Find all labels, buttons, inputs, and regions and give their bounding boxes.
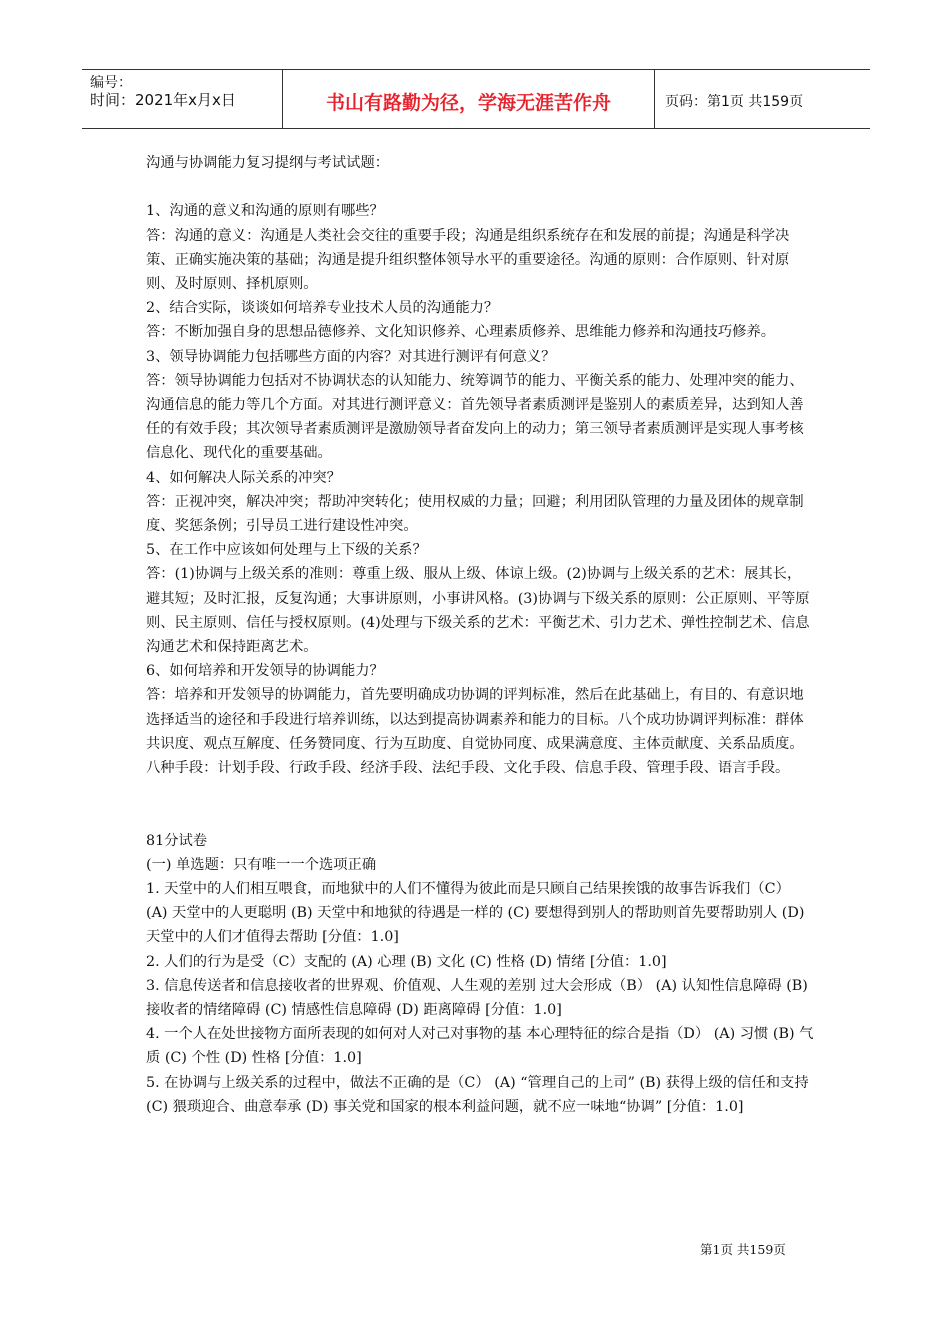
paragraph: 1、沟通的意义和沟通的原则有哪些？: [146, 203, 384, 220]
paragraph: 答：沟通的意义：沟通是人类社会交往的重要手段；沟通是组织系统存在和发展的前提；沟通是科学决策、正确实施决策的基础；沟通是提升组织整体领导水平的重要途径。沟通的原则：合作原则、针对原则、及时原则、择机原则。: [146, 227, 790, 292]
question-item: 2. 人们的行为是受（C）支配的 (A) 心理 (B) 文化 (C) 性格 (D) 情绪 [分值：1.0]: [146, 953, 667, 970]
header-motto: 书山有路勤为径，学海无涯苦作舟: [325, 92, 611, 114]
header-page-number: 页码：第1页 共159页: [665, 94, 804, 110]
spacer: [146, 175, 814, 199]
paragraph: 答：(1)协调与上级关系的准则：尊重上级、服从上级、体谅上级。(2)协调与上级关系的艺术：展其长，避其短；及时汇报，反复沟通；大事讲原则，小事讲风格。(3)协调与下级关系的原则：公正原则、平等原则、民主原则、信任与授权原则。(4)处理与下级关系的艺术：平衡艺术、引力艺术、弹性控制艺术、信息沟通艺术和保持距离艺术。: [146, 566, 810, 656]
paragraph: 5、在工作中应该如何处理与上下级的关系？: [146, 542, 427, 559]
header-page-cell: [655, 70, 870, 128]
paragraph: 答：培养和开发领导的协调能力，首先要明确成功协调的评判标准，然后在此基础上，有目的、有意识地选择适当的途径和手段进行培养训练，以达到提高协调素养和能力的目标。八个成功协调评判标准：群体共识度、观点互解度、任务赞同度、行为互助度、自觉协同度、成果满意度、主体贡献度、关系品质度。八种手段：计划手段、行政手段、经济手段、法纪手段、文化手段、信息手段、管理手段、语言手段。: [146, 687, 804, 777]
document-number-label: 编号：: [90, 75, 132, 91]
page-header: [82, 69, 870, 129]
exam-title: 81分试卷: [146, 832, 208, 849]
document-title: 沟通与协调能力复习提纲与考试试题：: [146, 155, 390, 171]
header-motto-cell: [283, 70, 655, 128]
header-info-cell: [82, 70, 283, 128]
paragraph: 4、如何解决人际关系的冲突？: [146, 469, 341, 486]
document-body: [146, 151, 814, 1119]
paragraph: 6、如何培养和开发领导的协调能力？: [146, 663, 384, 680]
spacer: [146, 780, 814, 828]
paragraph: 答：正视冲突，解决冲突；帮助冲突转化；使用权威的力量；回避；利用团队管理的力量及团体的规章制度、奖惩条例；引导员工进行建设性冲突。: [146, 493, 804, 535]
section-heading: (一) 单选题：只有唯一一个选项正确: [146, 856, 377, 873]
paragraph: 3、领导协调能力包括哪些方面的内容？对其进行测评有何意义？: [146, 348, 556, 365]
page-footer: 第1页 共159页: [700, 1242, 786, 1257]
question-item: 3. 信息传送者和信息接收者的世界观、价值观、人生观的差别 过大会形成（B） (A) 认知性信息障碍 (B) 接收者的情绪障碍 (C) 情感性信息障碍 (D) 距离障碍 [分值：1.0]: [146, 977, 808, 1019]
question-item: 4. 一个人在处世接物方面所表现的如何对人对己对事物的基 本心理特征的综合是指（D） (A) 习惯 (B) 气质 (C) 个性 (D) 性格 [分值：1.0]: [146, 1026, 814, 1067]
question-item: 5. 在协调与上级关系的过程中，做法不正确的是（C） (A) “管理自己的上司” (B) 获得上级的信任和支持 (C) 猥琐迎合、曲意奉承 (D) 事关党和国家的根本利益问题，就不应一味地“协调” [分值：1.0]: [146, 1074, 809, 1115]
document-time-label: 时间：2021年x月x日: [90, 91, 236, 109]
paragraph: 答：不断加强自身的思想品德修养、文化知识修养、心理素质修养、思维能力修养和沟通技巧修养。: [146, 324, 776, 341]
question-item: 1. 天堂中的人们相互喂食，而地狱中的人们不懂得为彼此而是只顾自己结果挨饿的故事告诉我们（C） (A) 天堂中的人更聪明 (B) 天堂中和地狱的待遇是一样的 (C) 要想得到别人的帮助则首先要帮助别人 (D) 天堂中的人们才值得去帮助 [分值：1.0]: [146, 881, 805, 946]
paragraph: 2、结合实际，谈谈如何培养专业技术人员的沟通能力？: [146, 300, 499, 317]
paragraph: 答：领导协调能力包括对不协调状态的认知能力、统筹调节的能力、平衡关系的能力、处理冲突的能力、沟通信息的能力等几个方面。对其进行测评意义：首先领导者素质测评是鉴别人的素质差异，达到知人善任的有效手段；其次领导者素质测评是激励领导者奋发向上的动力；第三领导者素质测评是实现人事考核信息化、现代化的重要基础。: [146, 372, 804, 462]
